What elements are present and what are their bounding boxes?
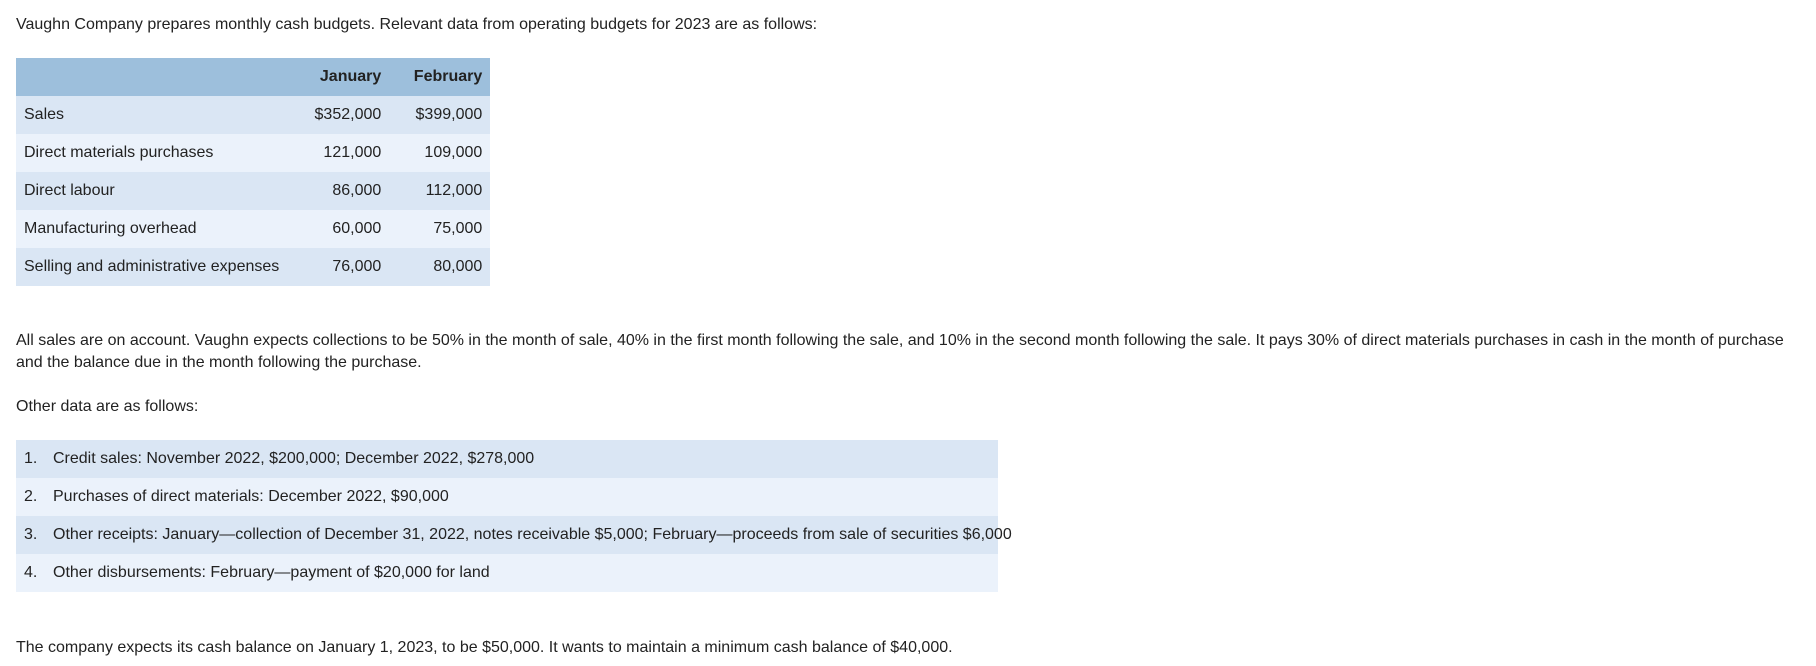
list-item [16,554,998,592]
table-row [16,172,490,210]
operating-budget-table [16,58,490,286]
column-header-blank [16,58,287,96]
row-label: Sales [16,96,287,134]
list-item-text: Other disbursements: February—payment of $20,000 for land [53,564,490,581]
january-value: $352,000 [287,96,389,134]
january-value: 121,000 [287,134,389,172]
list-item-number: 2. [24,488,38,505]
other-data-heading: Other data are as follows: [16,398,199,415]
january-value: 76,000 [287,248,389,286]
january-value: 60,000 [287,210,389,248]
row-label: Direct materials purchases [16,134,287,172]
february-value: 80,000 [389,248,490,286]
list-item-text: Credit sales: November 2022, $200,000; December 2022, $278,000 [53,450,535,467]
column-header-january: January [287,58,389,96]
list-item [16,478,998,516]
february-value: $399,000 [389,96,490,134]
row-label: Direct labour [16,172,287,210]
list-item-text: Other receipts: January—collection of December 31, 2022, notes receivable $5,000; February—proceeds from sale of securities $6,000 [53,526,1012,543]
table-header-row [16,58,490,96]
collection-terms-text: All sales are on account. Vaughn expects collections to be 50% in the month of sale, 40% in the first month following the sale, and 10% in the second month following the sale. It pays 30% of direct materials purchases in cash in the month of purchase and the balance due in the month following the purchase. [16,332,1784,371]
table-row [16,248,490,286]
other-data-list [16,440,1012,592]
list-item-number: 4. [24,564,38,581]
february-value: 112,000 [389,172,490,210]
row-label: Manufacturing overhead [16,210,287,248]
intro-text: Vaughn Company prepares monthly cash budgets. Relevant data from operating budgets for 2023 are as follows: [16,16,818,33]
table-row [16,210,490,248]
table-row [16,134,490,172]
list-item-number: 1. [24,450,38,467]
row-label: Selling and administrative expenses [16,248,287,286]
list-item-text: Purchases of direct materials: December 2022, $90,000 [53,488,449,505]
list-item [16,440,998,478]
column-header-february: February [389,58,490,96]
january-value: 86,000 [287,172,389,210]
closing-text: The company expects its cash balance on January 1, 2023, to be $50,000. It wants to maintain a minimum cash balance of $40,000. [16,639,953,656]
table-row [16,96,490,134]
list-item [16,516,1012,554]
list-item-number: 3. [24,526,38,543]
february-value: 109,000 [389,134,490,172]
february-value: 75,000 [389,210,490,248]
